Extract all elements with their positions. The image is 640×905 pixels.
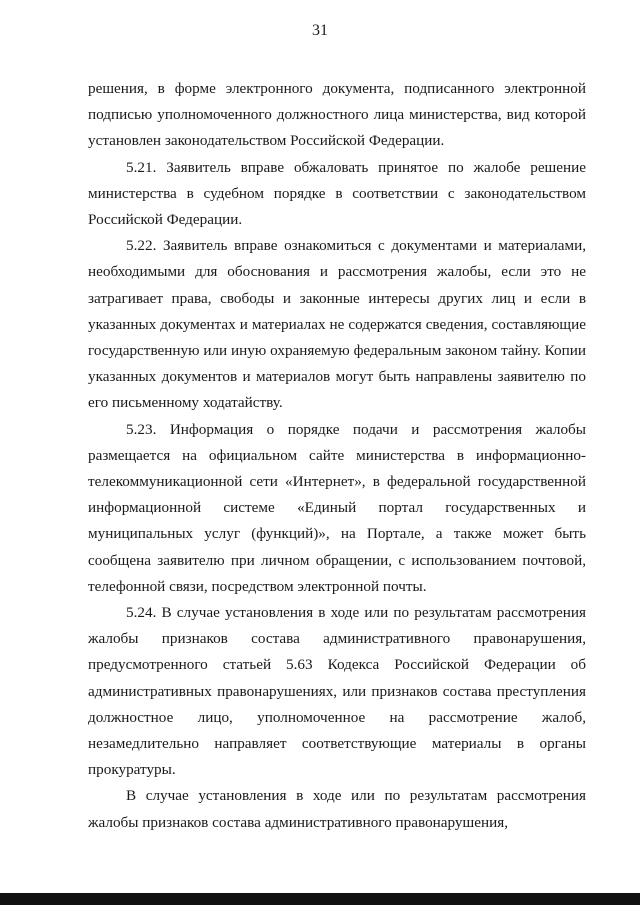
scan-bottom-border [0,893,640,905]
paragraph-5-24: 5.24. В случае установления в ходе или по результатам рассмотрения жалобы признаков состава административного правонарушения, предусмотренного статьей 5.63 Кодекса Российской Федерации об административных правонарушениях, или признаков состава преступления должностное лицо, уполномоченное на рассмотрение жалоб, незамедлительно направляет соответствующие материалы в органы прокуратуры. [88,604,586,779]
paragraph-continuation: решения, в форме электронного документа, подписанного электронной подписью уполномоченного должностного лица министерства, вид которой установлен законодательством Российской Федерации. [88,80,586,150]
paragraph-5-23: 5.23. Информация о порядке подачи и рассмотрения жалобы размещается на официальном сайте министерства в информационно-телекоммуникационной сети «Интернет», в федеральной государственной информационной системе «Единый портал государственных и муниципальных услуг (функций)», на Портале, а также может быть сообщена заявителю при личном обращении, с использованием почтовой, телефонной связи, посредством электронной почты. [88,420,586,595]
paragraph-5-21: 5.21. Заявитель вправе обжаловать принятое по жалобе решение министерства в судебном порядке в соответствии с законодательством Российской Федерации. [88,158,586,229]
page-number: 31 [312,22,328,39]
paragraph-final: В случае установления в ходе или по результатам рассмотрения жалобы признаков состава административного правонарушения, [88,787,586,831]
document-body [88,76,586,836]
paragraph-5-22: 5.22. Заявитель вправе ознакомиться с документами и материалами, необходимыми для обоснования и рассмотрения жалобы, если это не затрагивает права, свободы и законные интересы других лиц и если в указанных документах и материалах не содержатся сведения, составляющие государственную или иную охраняемую федеральным законом тайну. Копии указанных документов и материалов могут быть направлены заявителю по его письменному ходатайству. [88,237,586,412]
